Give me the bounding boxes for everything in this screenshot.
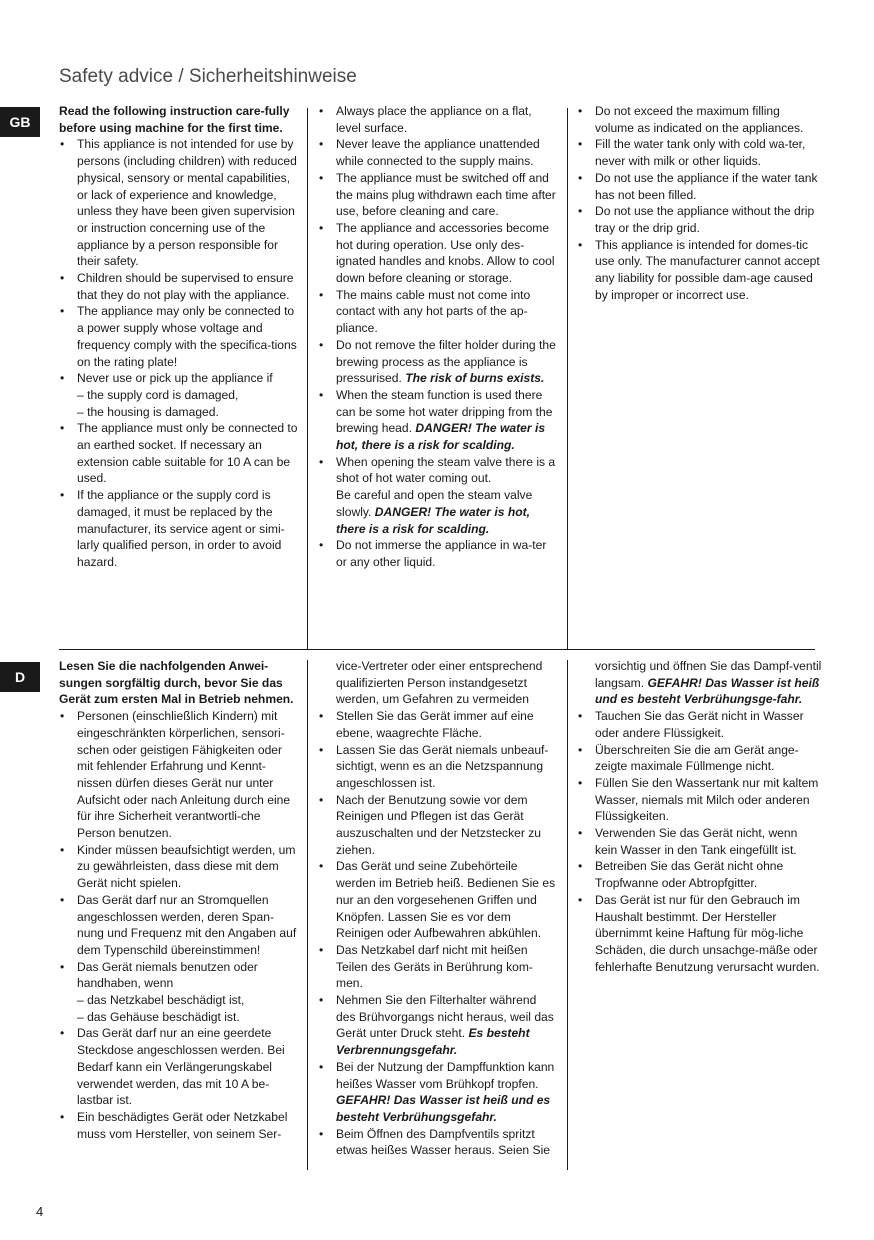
list-item: • Children should be supervised to ensure that they do not play with the appliance. — [59, 270, 299, 303]
list-item — [59, 959, 299, 1026]
warning-text: GEFAHR! Das Wasser ist heiß und es besteht Verbrühungsgefahr. — [336, 1093, 551, 1124]
list-item: • Kinder müssen beaufsichtigt werden, um zu gewährleisten, dass diese mit dem Gerät nicht spielen. — [59, 842, 299, 892]
list-item: • Always place the appliance on a flat, level surface. — [318, 103, 558, 136]
list-item: • Beim Öffnen des Dampfventils spritzt etwas heißes Wasser heraus. Seien Sie — [318, 1126, 558, 1159]
list-item: • Do not immerse the appliance in wa-ter or any other liquid. — [318, 537, 558, 570]
list-item: • This appliance is intended for domes-tic use only. The manufacturer cannot accept any liability for possible dam-age caused by improper or incorrect use. — [577, 237, 822, 304]
column-divider — [567, 108, 568, 649]
list-item: • Das Gerät und seine Zubehörteile werden im Betrieb heiß. Bedienen Sie es nur an den vorgesehenen Griffen und Knöpfen. Lassen Sie es vor dem Reinigen oder Aufbewahren abkühlen. — [318, 858, 558, 942]
list-item: • This appliance is not intended for use by persons (including children) with reduced physical, sensory or mental capabilities, or lack of experience and knowledge, unless they have been given supervision or instruction concerning use of the appliance by a person responsible for their safety. — [59, 136, 299, 270]
list-subitem: – das Gehäuse beschädigt ist. — [77, 1009, 240, 1024]
gb-col1-list — [59, 136, 299, 570]
list-subitem: – the housing is damaged. — [77, 404, 219, 419]
list-item-text: Do not remove the filter holder during the brewing process as the appliance is pressurised. — [336, 337, 556, 386]
list-item: • The appliance and accessories become hot during operation. Use only des-ignated handles and knobs. Allow to cool down before cleaning or storage. — [318, 220, 558, 287]
list-item: • Nach der Benutzung sowie vor dem Reinigen und Pflegen ist das Gerät auszuschalten und der Netzstecker zu ziehen. — [318, 792, 558, 859]
gb-column-1 — [59, 103, 299, 571]
list-item: • Das Gerät ist nur für den Gebrauch im Haushalt bestimmt. Der Hersteller übernimmt keine Haftung für mög-liche Schäden, die durch unsachge-mäße oder fehlerhafte Benutzung verursacht wurden. — [577, 892, 822, 976]
list-subitem: – das Netzkabel beschädigt ist, — [77, 993, 245, 1008]
de-col2-list — [318, 708, 558, 1159]
list-item: • Verwenden Sie das Gerät nicht, wenn kein Wasser in den Tank eingefüllt ist. — [577, 825, 822, 858]
list-item: • Füllen Sie den Wassertank nur mit kaltem Wasser, niemals mit Milch oder anderen Flüssigkeiten. — [577, 775, 822, 825]
gb-column-3 — [577, 103, 822, 303]
de-col3-list — [577, 708, 822, 975]
list-item: • Das Gerät darf nur an Stromquellen angeschlossen werden, deren Span-nung und Frequenz mit den Angaben auf dem Typenschild übereinstimmen! — [59, 892, 299, 959]
list-item: • The appliance may only be connected to a power supply whose voltage and frequency comply with the specifica-tions on the rating plate! — [59, 303, 299, 370]
list-item-text: When opening the steam valve there is a shot of hot water coming out. — [336, 454, 556, 486]
list-item — [59, 370, 299, 420]
de-column-2 — [318, 658, 558, 1159]
list-item: • Ein beschädigtes Gerät oder Netzkabel muss vom Hersteller, von seinem Ser- — [59, 1109, 299, 1142]
de-col1-list — [59, 708, 299, 1142]
list-subitem: – the supply cord is damaged, — [77, 387, 239, 402]
list-item: • Lassen Sie das Gerät niemals unbeauf-sichtigt, wenn es an die Netzspannung angeschlossen ist. — [318, 742, 558, 792]
continuation-line: vorsichtig und öffnen Sie das Dampf-ventil langsam. — [595, 659, 822, 690]
column-divider — [307, 660, 308, 1170]
gb-column-2 — [318, 103, 558, 571]
list-item — [318, 1059, 558, 1126]
list-item — [318, 337, 558, 387]
column-divider — [307, 108, 308, 649]
gb-intro: Read the following instruction care-fully before using machine for the first time. — [59, 104, 290, 135]
gb-col3-list — [577, 103, 822, 303]
de-column-3 — [577, 658, 822, 975]
list-item: • The appliance must only be connected to an earthed socket. If necessary an extension cable suitable for 10 A can be used. — [59, 420, 299, 487]
list-item: • Do not use the appliance if the water tank has not been filled. — [577, 170, 822, 203]
list-item: • The mains cable must not come into contact with any hot parts of the ap-pliance. — [318, 287, 558, 337]
warning-text: The risk of burns exists. — [405, 371, 545, 386]
gb-col2-list — [318, 103, 558, 571]
warning-text: Es besteht Verbrennungsgefahr. — [336, 1026, 530, 1058]
list-item — [318, 454, 558, 538]
de-intro: Lesen Sie die nachfolgenden Anwei-sungen sorgfältig durch, bevor Sie das Gerät zum ersten Mal in Betrieb nehmen. — [59, 659, 294, 707]
list-item: • Tauchen Sie das Gerät nicht in Wasser oder andere Flüssigkeit. — [577, 708, 822, 741]
list-item: • Das Gerät darf nur an eine geerdete Steckdose angeschlossen werden. Bei Bedarf kann ein Verlängerungskabel verwendet werden, das mit 10 A be-lastbar ist. — [59, 1025, 299, 1109]
warning-text: DANGER! The water is hot, there is a risk for scalding. — [336, 421, 546, 453]
list-item: • If the appliance or the supply cord is damaged, it must be replaced by the manufacturer, its service agent or simi-larly qualified person, in order to avoid hazard. — [59, 487, 299, 571]
list-item — [318, 992, 558, 1059]
list-item-text: Das Gerät niemals benutzen oder handhaben, wenn — [77, 959, 258, 991]
list-item: • Überschreiten Sie die am Gerät ange-zeigte maximale Füllmenge nicht. — [577, 742, 822, 775]
page-title: Safety advice / Sicherheitshinweise — [59, 66, 357, 87]
list-item-text: Never use or pick up the appliance if — [77, 371, 273, 386]
list-item: • Betreiben Sie das Gerät nicht ohne Tropfwanne oder Abtropfgitter. — [577, 858, 822, 891]
list-item: • The appliance must be switched off and the mains plug withdrawn each time after use, before cleaning and care. — [318, 170, 558, 220]
list-item: • Do not use the appliance without the drip tray or the drip grid. — [577, 203, 822, 236]
list-item-text: Be careful and open the steam valve slowly. — [336, 488, 533, 519]
section-divider — [59, 649, 815, 650]
continuation-text: vice-Vertreter oder einer entsprechend qualifizierten Person instandgesetzt werden, um Gefahren zu vermeiden — [336, 659, 543, 707]
list-item: • Never leave the appliance unattended while connected to the supply mains. — [318, 136, 558, 169]
list-item: • Personen (einschließlich Kindern) mit eingeschränkten körperlichen, sensori-schen oder geistigen Fähigkeiten oder mit fehlender Erfahrung und Kennt-nissen dürfen dieses Gerät nur unter Aufsicht oder nach Anleitung durch eine für ihre Sicherheit verantwortli-che Person benutzen. — [59, 708, 299, 842]
column-divider — [567, 660, 568, 1170]
language-badge-d: D — [0, 662, 40, 692]
list-item-text: Bei der Nutzung der Dampffunktion kann heißes Wasser vom Brühkopf tropfen. — [336, 1059, 555, 1091]
language-badge-gb: GB — [0, 107, 40, 137]
page-number: 4 — [36, 1204, 44, 1219]
warning-text: DANGER! The water is hot, there is a risk for scalding. — [336, 504, 530, 536]
list-item: • Do not exceed the maximum filling volume as indicated on the appliances. — [577, 103, 822, 136]
list-item-text: Nehmen Sie den Filterhalter während des Brühvorgangs nicht heraus, weil das Gerät unter Druck steht. — [336, 993, 554, 1041]
list-item-text: When the steam function is used there can be some hot water dripping from the brewing head. — [336, 387, 553, 436]
de-column-1 — [59, 658, 299, 1142]
list-item: • Stellen Sie das Gerät immer auf eine ebene, waagrechte Fläche. — [318, 708, 558, 741]
list-item — [318, 387, 558, 454]
continuation-text — [577, 658, 822, 708]
list-item: • Fill the water tank only with cold wa-ter, never with milk or other liquids. — [577, 136, 822, 169]
list-item: • Das Netzkabel darf nicht mit heißen Teilen des Geräts in Berührung kom-men. — [318, 942, 558, 992]
warning-text: GEFAHR! Das Wasser ist heiß und es besteht Verbrühungsge-fahr. — [595, 675, 820, 707]
